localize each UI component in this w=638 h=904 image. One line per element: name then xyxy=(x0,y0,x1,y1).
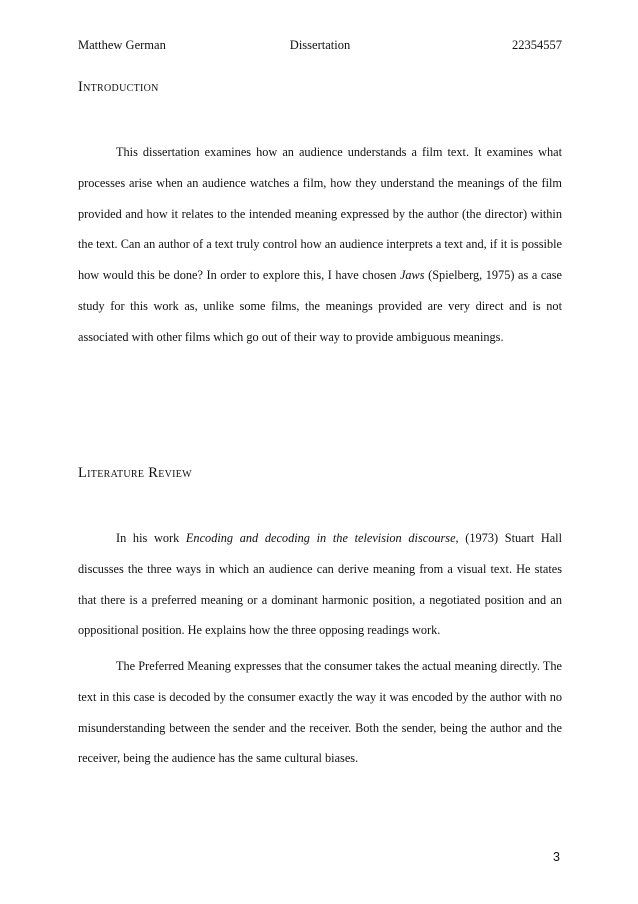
header-title: Dissertation xyxy=(289,38,351,52)
literature-text-1: In his work xyxy=(116,531,186,545)
literature-text-2: , (1973) Stuart Hall discusses the three ways in which an audience can derive meaning from a visual text. He states that there is a preferred meaning or a dominant harmonic position, a negotiated position and an oppositional position. He explains how the three opposing readings work. xyxy=(78,531,562,638)
literature-paragraph-2: The Preferred Meaning expresses that the consumer takes the actual meaning directly. The text in this case is decoded by the consumer exactly the way it was encoded by the author with no misunderstanding between the sender and the receiver. Both the sender, being the author and the receiver, being the audience has the same cultural biases. xyxy=(78,659,562,766)
introduction-paragraph xyxy=(78,137,562,353)
literature-review-heading: Literature Review xyxy=(78,465,192,481)
page-header xyxy=(78,38,562,56)
literature-paragraph-1 xyxy=(78,523,562,646)
introduction-text-1: This dissertation examines how an audience understands a film text. It examines what processes arise when an audience watches a film, how they understand the meanings of the film provided and how it relates to the intended meaning expressed by the author (the director) within the text. Can an author of a text truly control how an audience interprets a text and, if it is possible how would this be done? In order to explore this, I have chosen xyxy=(78,145,562,283)
introduction-heading: Introduction xyxy=(78,79,159,95)
header-author: Matthew German xyxy=(78,38,166,52)
literature-work-title: Encoding and decoding in the television discourse xyxy=(185,531,456,545)
page-number: 3 xyxy=(553,850,560,864)
introduction-text-2: (Spielberg, 1975) as a case study for this work as, unlike some films, the meanings provided are very direct and is not associated with other films which go out of their way to provide ambiguous meanings. xyxy=(78,268,562,344)
introduction-film-title: Jaws xyxy=(399,268,425,283)
header-student-id: 22354557 xyxy=(512,38,562,52)
